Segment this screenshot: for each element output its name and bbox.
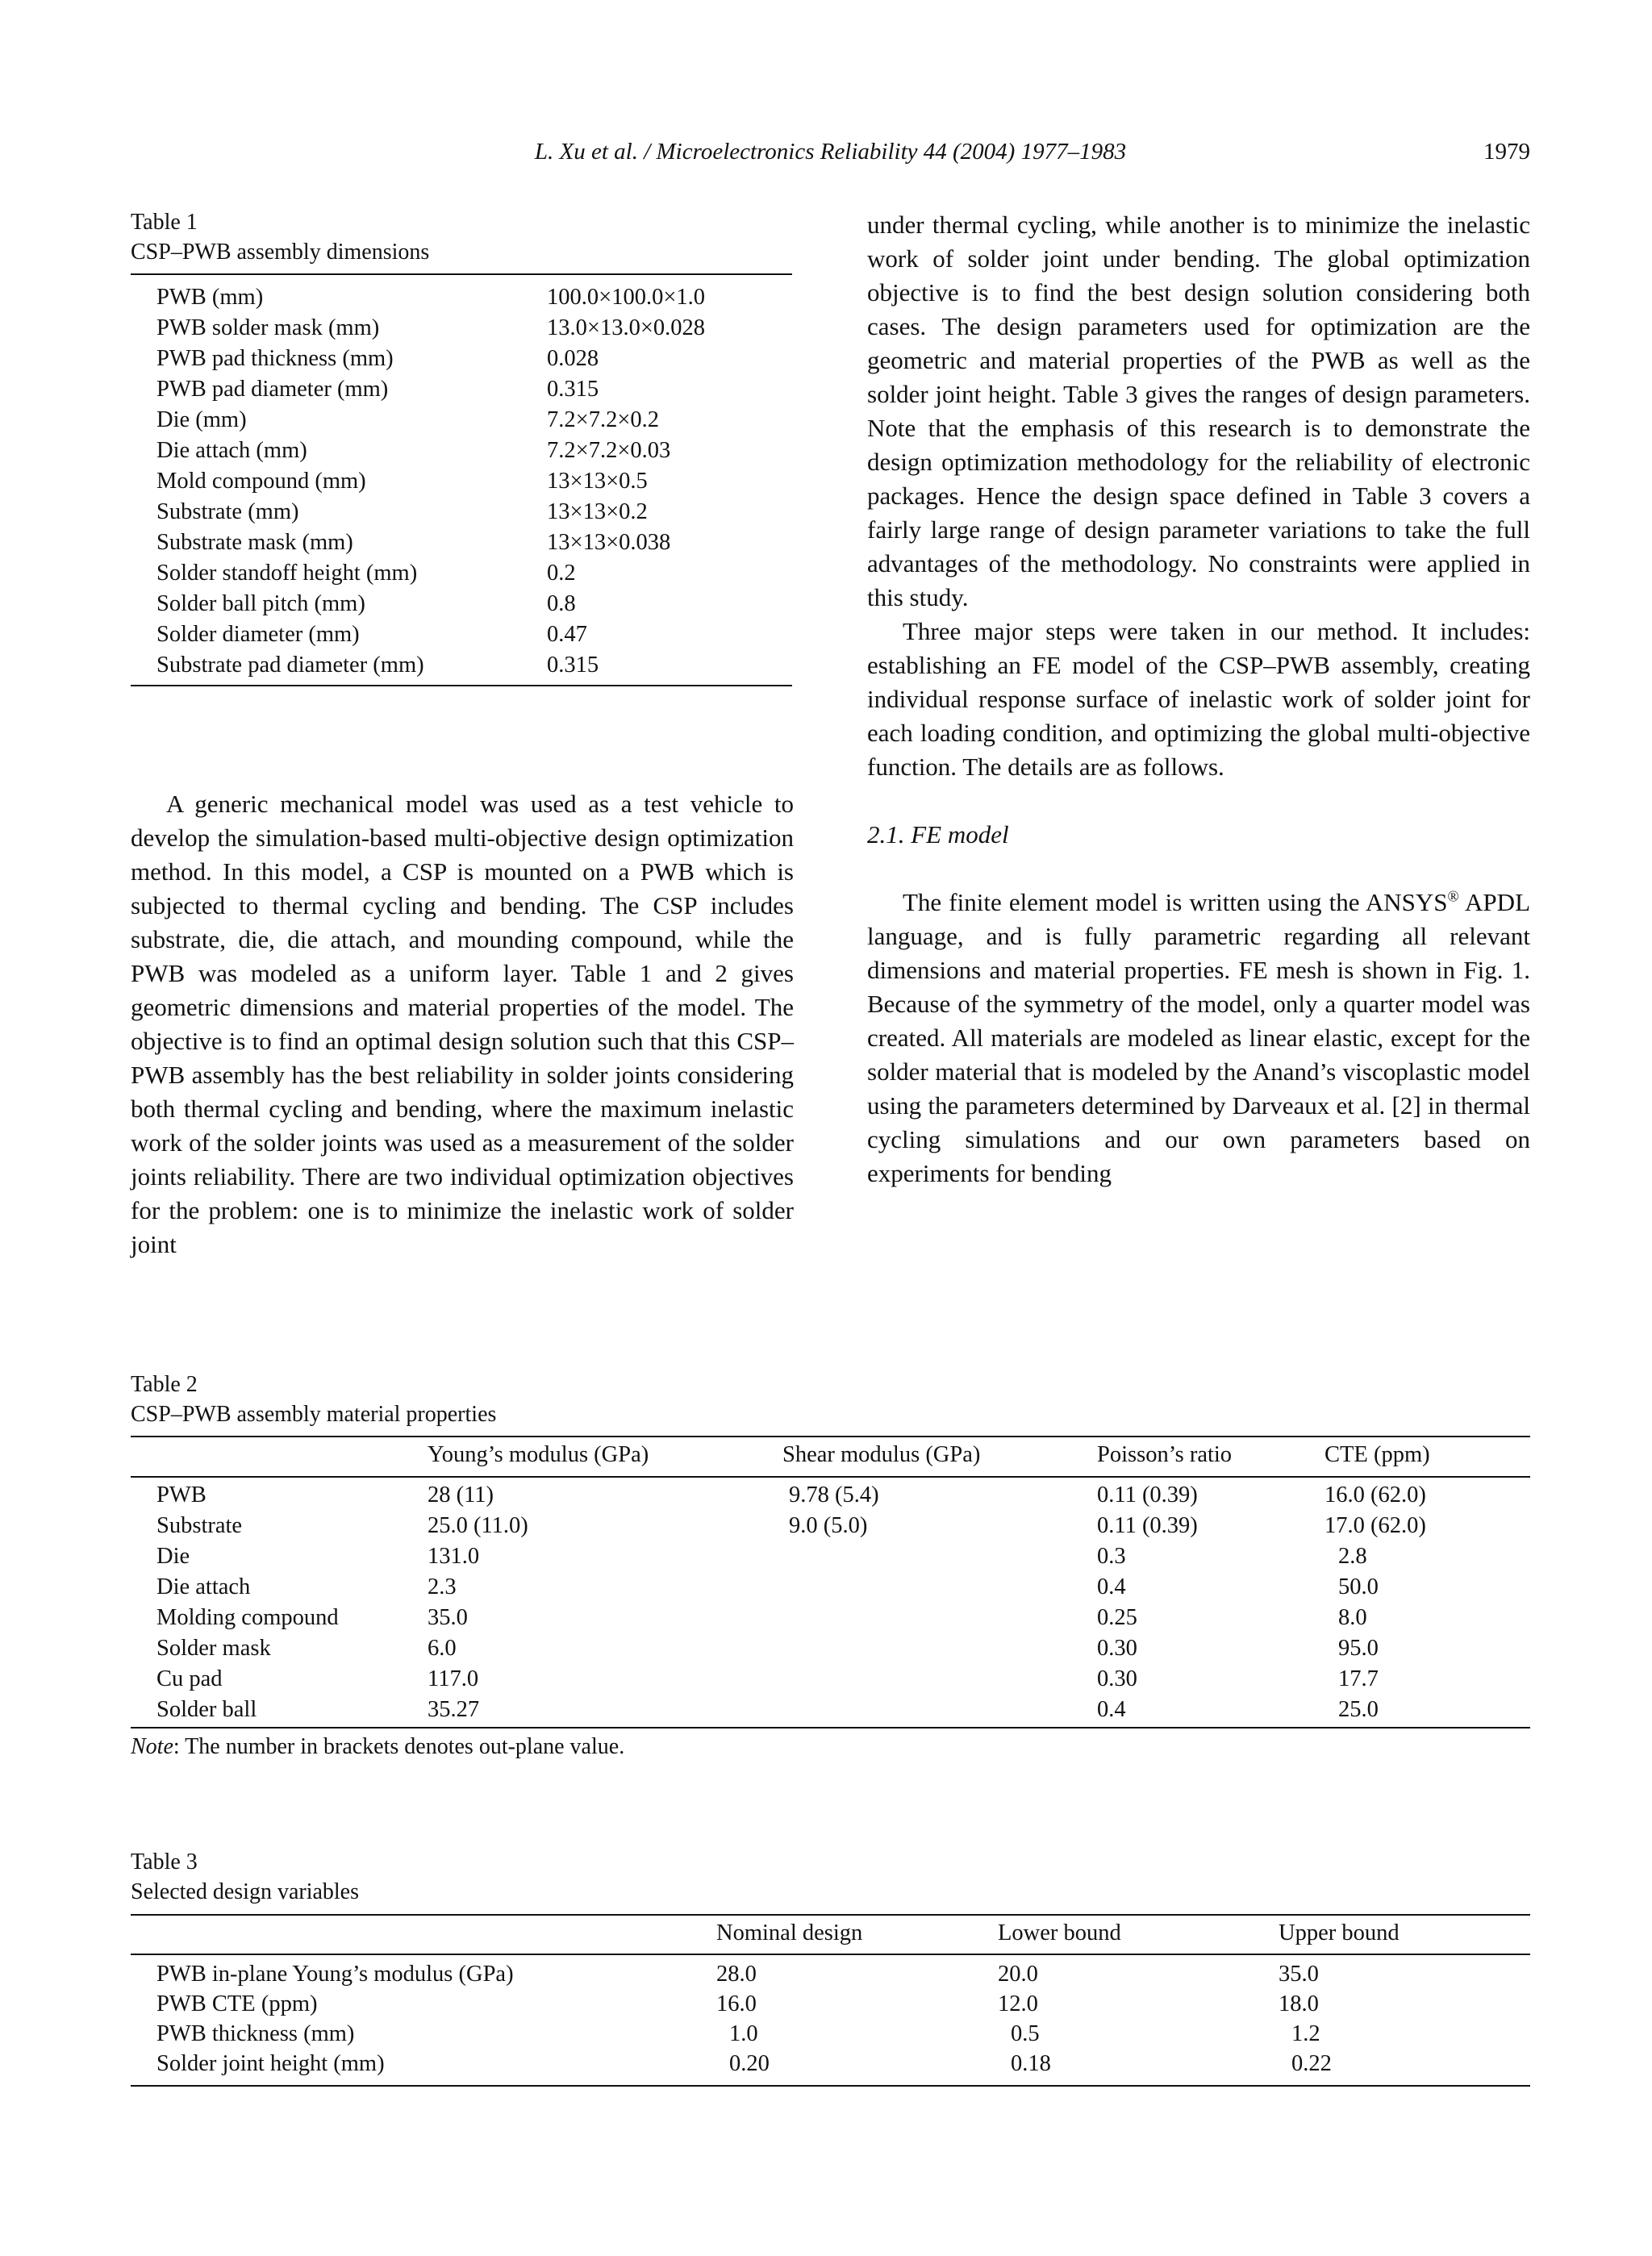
table-cell: 8.0 xyxy=(1338,1605,1367,1630)
left-column xyxy=(131,787,794,1261)
row-label: Die (mm) xyxy=(156,407,247,432)
row-label: Die xyxy=(156,1544,190,1569)
table-cell: 0.30 xyxy=(1097,1636,1137,1661)
table-cell: 0.30 xyxy=(1097,1666,1137,1691)
table-row xyxy=(156,315,802,346)
row-label: PWB (mm) xyxy=(156,285,264,310)
table-cell: 20.0 xyxy=(998,1962,1038,1987)
table-cell: 1.2 xyxy=(1291,2021,1320,2046)
row-label: PWB in-plane Young’s modulus (GPa) xyxy=(156,1962,514,1987)
row-label: Substrate (mm) xyxy=(156,499,299,524)
registered-mark: ® xyxy=(1447,888,1459,906)
table-row xyxy=(156,346,802,377)
table-cell: 35.0 xyxy=(428,1605,468,1630)
table-cell: 9.78 (5.4) xyxy=(789,1482,879,1507)
row-label: Substrate mask (mm) xyxy=(156,530,353,555)
column-header: Shear modulus (GPa) xyxy=(782,1442,981,1467)
page-number: 1979 xyxy=(1483,139,1530,165)
table2-label: Table 2 xyxy=(131,1372,198,1397)
table-cell: 28.0 xyxy=(716,1962,757,1987)
table-row xyxy=(156,377,802,407)
table-row xyxy=(156,653,802,683)
row-value: 13.0×13.0×0.028 xyxy=(547,315,706,340)
table-cell: 16.0 xyxy=(716,1991,757,2016)
table2-caption xyxy=(131,1370,496,1429)
table3-mid-rule xyxy=(131,1954,1530,1955)
paragraph-text: APDL language, and is fully parametric regarding all relevant dimensions and material properties. FE mesh is shown in Fig. 1. Because of the symmetry of the model, only a quarter model was created. All materials are modeled as linear elastic, except for the solder material that is modeled by the Anand’s viscoplastic model using the parameters determined by Darveaux et al. [2] in thermal cycling simulations and our own parameters based on experiments for bending xyxy=(867,888,1530,1187)
row-value: 7.2×7.2×0.03 xyxy=(547,438,671,463)
row-value: 100.0×100.0×1.0 xyxy=(547,285,706,310)
row-label: Substrate xyxy=(156,1513,243,1538)
table1-top-rule xyxy=(131,273,792,275)
table-cell: 25.0 xyxy=(1338,1697,1379,1722)
paragraph: A generic mechanical model was used as a test vehicle to develop the simulation-based multi-objective design optimization method. In this model, a CSP is mounted on a PWB which is subjected to thermal cycling and bending. The CSP includes substrate, die, die attach, and mounding compound, while the PWB was modeled as a uniform layer. Table 1 and 2 gives geometric dimensions and material properties of the model. The objective is to find an optimal design solution such that this CSP–PWB assembly has the best reliability in solder joints considering both thermal cycling and bending, where the maximum inelastic work of the solder joints was used as a measurement of the solder joints reliability. There are two individual optimization objectives for the problem: one is to minimize the inelastic work of solder joint xyxy=(131,790,794,1258)
table-cell: 9.0 (5.0) xyxy=(789,1513,868,1538)
row-value: 13×13×0.2 xyxy=(547,499,648,524)
row-label: Die attach xyxy=(156,1574,251,1599)
note-label: Note xyxy=(131,1734,173,1759)
table-row xyxy=(156,499,802,530)
table-cell: 0.11 (0.39) xyxy=(1097,1513,1198,1538)
table-cell: 18.0 xyxy=(1279,1991,1319,2016)
table-row xyxy=(0,1544,1652,1574)
table1-caption xyxy=(131,207,429,267)
table-cell: 0.4 xyxy=(1097,1697,1126,1722)
column-header: Young’s modulus (GPa) xyxy=(428,1442,649,1467)
table-cell: 0.3 xyxy=(1097,1544,1126,1569)
table-header-row xyxy=(0,1920,1652,1951)
table-cell: 0.18 xyxy=(1011,2051,1051,2076)
table-cell: 12.0 xyxy=(998,1991,1038,2016)
row-value: 0.315 xyxy=(547,653,599,678)
table-row xyxy=(0,1962,1652,1992)
table-row xyxy=(156,407,802,438)
row-value: 0.47 xyxy=(547,622,587,647)
row-label: Cu pad xyxy=(156,1666,223,1691)
paragraph-text: The finite element model is written using the ANSYS xyxy=(903,888,1448,916)
table-row xyxy=(156,285,802,315)
row-label: Substrate pad diameter (mm) xyxy=(156,653,424,678)
table2-note xyxy=(131,1734,624,1760)
table-cell: 1.0 xyxy=(729,2021,758,2046)
table-cell: 0.20 xyxy=(729,2051,770,2076)
column-header: CTE (ppm) xyxy=(1325,1442,1430,1467)
row-label: PWB thickness (mm) xyxy=(156,2021,355,2046)
table-cell: 0.4 xyxy=(1097,1574,1126,1599)
row-label: Solder standoff height (mm) xyxy=(156,561,418,586)
table-cell: 6.0 xyxy=(428,1636,457,1661)
table-cell: 0.11 (0.39) xyxy=(1097,1482,1198,1507)
row-value: 0.315 xyxy=(547,377,599,402)
row-value: 0.2 xyxy=(547,561,576,586)
table1-label: Table 1 xyxy=(131,210,198,235)
table-row xyxy=(156,530,802,561)
row-label: Solder mask xyxy=(156,1636,271,1661)
row-label: PWB pad thickness (mm) xyxy=(156,346,394,371)
table-row xyxy=(0,1513,1652,1544)
table3-title: Selected design variables xyxy=(131,1879,360,1904)
table-cell: 25.0 (11.0) xyxy=(428,1513,528,1538)
table2-title: CSP–PWB assembly material properties xyxy=(131,1402,497,1427)
table-row xyxy=(156,561,802,591)
row-label: Mold compound (mm) xyxy=(156,469,366,494)
table1-bottom-rule xyxy=(131,685,792,686)
paragraph xyxy=(867,886,1530,1191)
table2-mid-rule xyxy=(131,1476,1530,1478)
paragraph: under thermal cycling, while another is to minimize the inelastic work of solder joint under bending. The global optimization objective is to find the best design solution considering both cases. The design parameters used for optimization are the geometric and material properties of the PWB as well as the solder joint height. Table 3 gives the ranges of design parameters. Note that the emphasis of this research is to demonstrate the design optimization methodology for the reliability of electronic packages. Hence the design space defined in Table 3 covers a fairly large range of design parameter variations to take the full advantages of the methodology. No constraints were applied in this study. xyxy=(867,211,1530,611)
row-value: 0.8 xyxy=(547,591,576,616)
row-value: 13×13×0.5 xyxy=(547,469,648,494)
right-column xyxy=(867,208,1530,1191)
running-title: L. Xu et al. / Microelectronics Reliability 44 (2004) 1977–1983 xyxy=(534,139,1127,165)
section-heading: 2.1. FE model xyxy=(867,820,1009,849)
row-label: Solder ball pitch (mm) xyxy=(156,591,365,616)
table-row xyxy=(0,1482,1652,1513)
row-value: 7.2×7.2×0.2 xyxy=(547,407,660,432)
running-header xyxy=(131,139,1530,179)
table-cell: 16.0 (62.0) xyxy=(1325,1482,1426,1507)
table-row xyxy=(0,1636,1652,1666)
table-cell: 28 (11) xyxy=(428,1482,494,1507)
table2-top-rule xyxy=(131,1436,1530,1437)
table-row xyxy=(0,1666,1652,1697)
column-header: Lower bound xyxy=(998,1920,1121,1945)
table-row xyxy=(156,438,802,469)
table3-caption xyxy=(131,1847,359,1907)
column-header: Upper bound xyxy=(1279,1920,1400,1945)
table-cell: 17.7 xyxy=(1338,1666,1379,1691)
table3-top-rule xyxy=(131,1914,1530,1916)
table-cell: 50.0 xyxy=(1338,1574,1379,1599)
table-row xyxy=(0,1574,1652,1605)
table2-bottom-rule xyxy=(131,1727,1530,1728)
row-value: 13×13×0.038 xyxy=(547,530,671,555)
paragraph: Three major steps were taken in our method. It includes: establishing an FE model of the CSP–PWB assembly, creating individual response surface of inelastic work of solder joint for each loading condition, and optimizing the global multi-objective function. The details are as follows. xyxy=(867,617,1530,781)
table-row xyxy=(156,622,802,653)
table-row xyxy=(156,469,802,499)
row-label: Solder joint height (mm) xyxy=(156,2051,385,2076)
table-cell: 117.0 xyxy=(428,1666,479,1691)
table-cell: 0.5 xyxy=(1011,2021,1040,2046)
table-row xyxy=(0,1697,1652,1728)
column-header: Nominal design xyxy=(716,1920,863,1945)
table-cell: 35.27 xyxy=(428,1697,480,1722)
table-header-row xyxy=(0,1442,1652,1473)
row-label: Molding compound xyxy=(156,1605,339,1630)
row-label: PWB xyxy=(156,1482,206,1507)
row-label: PWB CTE (ppm) xyxy=(156,1991,318,2016)
row-label: PWB solder mask (mm) xyxy=(156,315,380,340)
note-text: : The number in brackets denotes out-plane value. xyxy=(173,1734,625,1759)
table-row xyxy=(0,2051,1652,2082)
table1-title: CSP–PWB assembly dimensions xyxy=(131,240,430,265)
table-cell: 2.3 xyxy=(428,1574,457,1599)
table-cell: 131.0 xyxy=(428,1544,480,1569)
table-row xyxy=(0,1605,1652,1636)
table3-bottom-rule xyxy=(131,2085,1530,2087)
row-label: Solder ball xyxy=(156,1697,257,1722)
table-cell: 2.8 xyxy=(1338,1544,1367,1569)
table-cell: 0.22 xyxy=(1291,2051,1332,2076)
table-row xyxy=(0,1991,1652,2022)
column-header: Poisson’s ratio xyxy=(1097,1442,1233,1467)
table-row xyxy=(0,2021,1652,2052)
table-cell: 95.0 xyxy=(1338,1636,1379,1661)
table-cell: 17.0 (62.0) xyxy=(1325,1513,1426,1538)
row-label: PWB pad diameter (mm) xyxy=(156,377,389,402)
row-label: Solder diameter (mm) xyxy=(156,622,360,647)
table3-label: Table 3 xyxy=(131,1849,198,1874)
row-label: Die attach (mm) xyxy=(156,438,307,463)
row-value: 0.028 xyxy=(547,346,599,371)
table-cell: 0.25 xyxy=(1097,1605,1137,1630)
table-row xyxy=(156,591,802,622)
table-cell: 35.0 xyxy=(1279,1962,1319,1987)
